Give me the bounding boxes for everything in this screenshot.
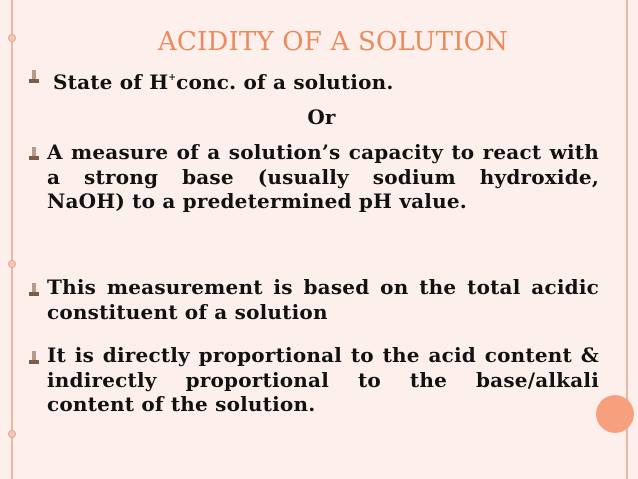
rule-dot <box>8 260 16 268</box>
slide-title: ACIDITY OF A SOLUTION <box>157 27 509 57</box>
bullet-icon <box>29 283 39 296</box>
bullet-icon <box>29 351 39 364</box>
bullet-proportional: It is directly proportional to the acid content & indirectly proportional to the base/alkali content of the solution. <box>47 343 599 416</box>
left-rule <box>11 0 13 479</box>
bullet-measure: A measure of a solution’s capacity to react with a strong base (usually sodium hydroxide, NaOH) to a predetermined pH value. <box>47 140 599 213</box>
superscript-plus: + <box>168 73 177 83</box>
orange-circle-decoration <box>596 395 634 433</box>
bullet-state-line <box>53 66 593 95</box>
bullet-text-pre: State of H <box>53 70 169 94</box>
bullet-measurement: This measurement is based on the total acidic constituent of a solution <box>47 275 599 324</box>
bullet-icon <box>29 70 39 83</box>
rule-dot <box>8 430 16 438</box>
bullet-text-post: conc. of a solution. <box>176 70 394 94</box>
or-separator: Or <box>307 105 336 129</box>
bullet-icon <box>29 147 39 160</box>
